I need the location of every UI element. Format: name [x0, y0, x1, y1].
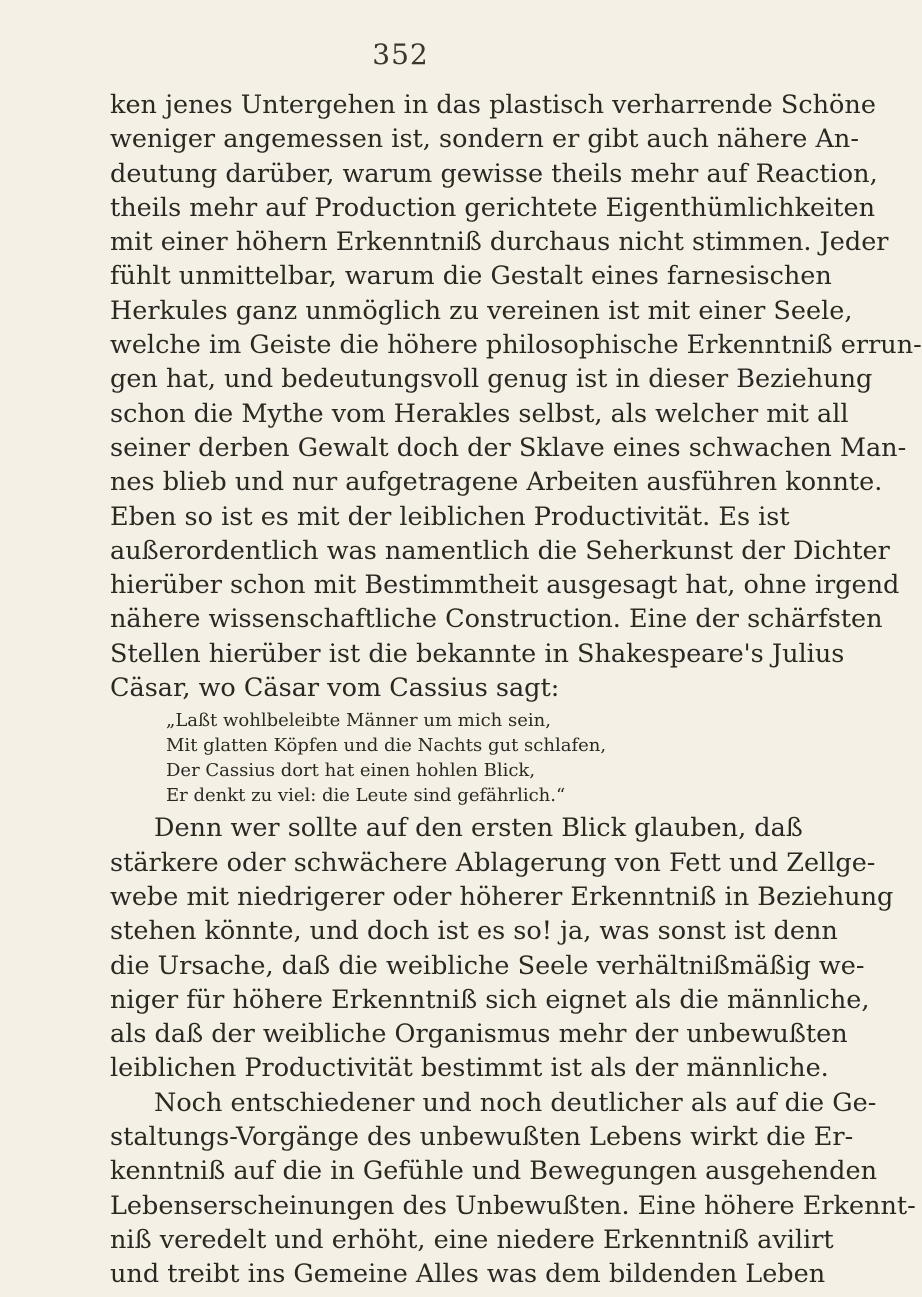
- text-line: fühlt unmittelbar, warum die Gestalt eines farnesischen: [110, 261, 832, 292]
- quote-line: „Laßt wohlbeleibte Männer um mich sein,: [166, 710, 551, 732]
- text-line: Eben so ist es mit der leiblichen Productivität. Es ist: [110, 501, 790, 532]
- verse-quote: [110, 708, 730, 808]
- text-line: Stellen hierüber ist die bekannte in Shakespeare's Julius: [110, 638, 845, 669]
- text-line: welche im Geiste die höhere philosophische Erkenntniß errun-: [110, 330, 922, 361]
- text-line: Cäsar, wo Cäsar vom Cassius sagt:: [110, 673, 560, 704]
- paragraph-1: [110, 88, 922, 705]
- text-line: ken jenes Untergehen in das plastisch verharrende Schöne: [110, 90, 876, 120]
- text-line: Denn wer sollte auf den ersten Blick glauben, daß: [154, 813, 803, 844]
- text-line: die Ursache, daß die weibliche Seele verhältnißmäßig we-: [110, 950, 865, 981]
- text-line: webe mit niedrigerer oder höherer Erkenntniß in Beziehung: [110, 881, 894, 912]
- text-line: und treibt ins Gemeine Alles was dem bildenden Leben: [110, 1259, 826, 1290]
- page-number: 352: [372, 38, 429, 71]
- text-line: mit einer höhern Erkenntniß durchaus nicht stimmen. Jeder: [110, 227, 889, 258]
- text-line: als daß der weibliche Organismus mehr der unbewußten: [110, 1019, 848, 1050]
- paragraph-2: [110, 811, 916, 1291]
- quote-line: Er denkt zu viel: die Leute sind gefährlich.“: [166, 785, 566, 807]
- text-line: außerordentlich was namentlich die Seherkunst der Dichter: [110, 535, 890, 566]
- text-line: staltungs-Vorgänge des unbewußten Lebens wirkt die Er-: [110, 1122, 854, 1153]
- text-line: Herkules ganz unmöglich zu vereinen ist mit einer Seele,: [110, 295, 853, 326]
- quote-line: Der Cassius dort hat einen hohlen Blick,: [166, 760, 536, 782]
- text-line: nähere wissenschaftliche Construction. Eine der schärfsten: [110, 604, 883, 635]
- text-line: kenntniß auf die in Gefühle und Bewegungen ausgehenden: [110, 1156, 878, 1187]
- text-line: nes blieb und nur aufgetragene Arbeiten ausführen konnte.: [110, 467, 883, 498]
- text-line: Noch entschiedener und noch deutlicher als auf die Ge-: [154, 1087, 877, 1118]
- text-line: Lebenserscheinungen des Unbewußten. Eine höhere Erkennt-: [110, 1190, 916, 1221]
- text-line: stärkere oder schwächere Ablagerung von Fett und Zellge-: [110, 847, 876, 878]
- text-line: seiner derben Gewalt doch der Sklave eines schwachen Man-: [110, 432, 907, 463]
- text-line: niß veredelt und erhöht, eine niedere Erkenntniß avilirt: [110, 1224, 834, 1255]
- text-line: schon die Mythe vom Herakles selbst, als welcher mit all: [110, 398, 849, 429]
- quote-line: Mit glatten Köpfen und die Nachts gut schlafen,: [166, 735, 607, 757]
- text-line: leiblichen Productivität bestimmt ist als der männliche.: [110, 1053, 829, 1084]
- text-line: weniger angemessen ist, sondern er gibt auch nähere An-: [110, 124, 859, 155]
- text-line: gen hat, und bedeutungsvoll genug ist in dieser Beziehung: [110, 364, 873, 395]
- text-line: stehen könnte, und doch ist es so! ja, was sonst ist denn: [110, 916, 838, 947]
- body-text: [110, 88, 922, 1292]
- text-line: niger für höhere Erkenntniß sich eignet als die männliche,: [110, 984, 870, 1015]
- text-line: hierüber schon mit Bestimmtheit ausgesagt hat, ohne irgend: [110, 570, 900, 601]
- text-line: theils mehr auf Production gerichtete Eigenthümlichkeiten: [110, 192, 876, 223]
- text-line: deutung darüber, warum gewisse theils mehr auf Reaction,: [110, 158, 878, 189]
